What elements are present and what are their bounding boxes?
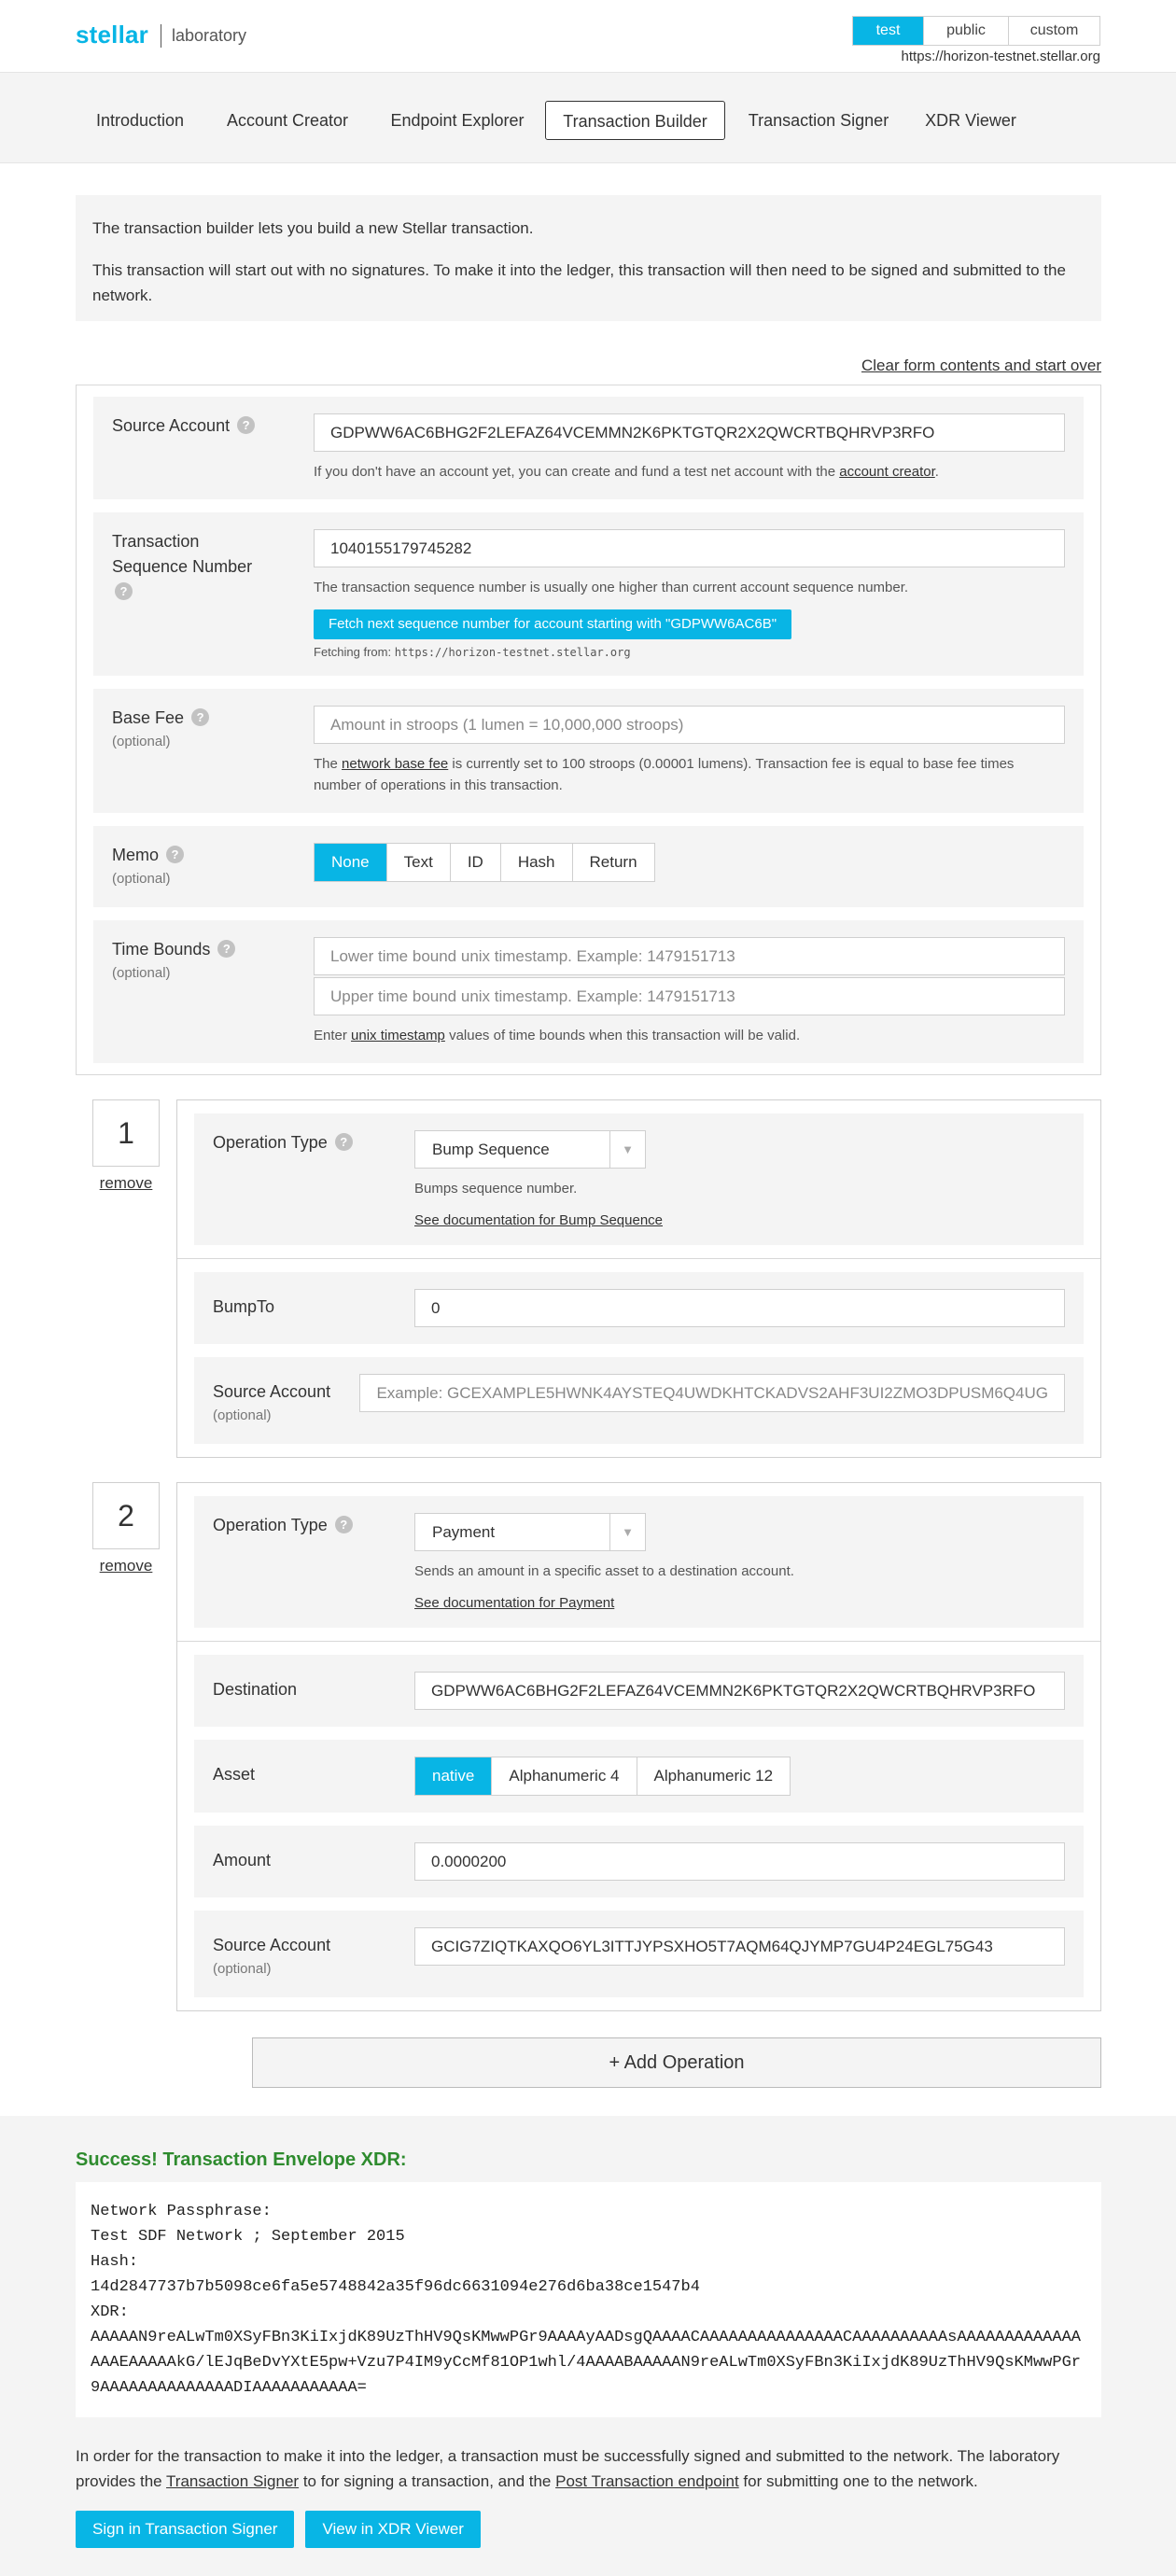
memo-return-button[interactable]: Return xyxy=(572,844,654,881)
optional-label: (optional) xyxy=(213,1961,272,1977)
bump-to-label: BumpTo xyxy=(213,1297,275,1316)
nav-endpoint-explorer[interactable]: Endpoint Explorer xyxy=(390,111,525,130)
operation-type-description: Bumps sequence number. xyxy=(414,1181,578,1197)
op-source-account-row xyxy=(194,1357,1084,1444)
destination-label: Destination xyxy=(213,1680,298,1699)
network-selector xyxy=(852,16,1100,46)
add-operation-button[interactable]: + Add Operation xyxy=(252,2037,1101,2088)
transaction-form xyxy=(76,385,1101,1075)
network-custom-button[interactable]: custom xyxy=(1008,17,1099,45)
operation-doc-link[interactable]: See documentation for Payment xyxy=(414,1595,615,1611)
amount-label: Amount xyxy=(213,1851,272,1869)
top-bar xyxy=(0,0,1176,73)
base-fee-row xyxy=(93,689,1084,813)
passphrase-label: Network Passphrase: xyxy=(91,2203,272,2220)
main-nav xyxy=(0,73,1176,163)
operation-number: 1 xyxy=(92,1099,160,1167)
sign-in-transaction-signer-button[interactable]: Sign in Transaction Signer xyxy=(76,2511,294,2548)
nav-account-creator[interactable]: Account Creator xyxy=(226,111,349,130)
optional-label: (optional) xyxy=(112,871,171,887)
help-icon[interactable]: ? xyxy=(335,1516,353,1533)
operation-type-select[interactable]: Bump Sequence ▼ xyxy=(414,1130,646,1169)
asset-label: Asset xyxy=(213,1765,256,1784)
operation-type-row xyxy=(194,1113,1084,1245)
result-title: Success! Transaction Envelope XDR: xyxy=(76,2149,407,2170)
fetch-sequence-button[interactable]: Fetch next sequence number for account starting with "GDPWW6AC6B" xyxy=(314,609,791,639)
help-icon[interactable]: ? xyxy=(237,416,255,434)
sequence-row xyxy=(93,512,1084,676)
bump-to-row xyxy=(194,1272,1084,1344)
operation-doc-link[interactable]: See documentation for Bump Sequence xyxy=(414,1212,664,1228)
account-creator-link[interactable]: account creator xyxy=(839,464,935,480)
operation-2 xyxy=(76,1482,1101,2011)
passphrase-value: Test SDF Network ; September 2015 xyxy=(91,2228,405,2246)
network-test-button[interactable]: test xyxy=(853,17,923,45)
laboratory-label: laboratory xyxy=(172,26,247,45)
time-bounds-help: Enter unix timestamp values of time bounds when this transaction will be valid. xyxy=(314,1028,801,1043)
source-account-label: Source Account xyxy=(112,416,231,435)
lower-time-bound-input[interactable]: Lower time bound unix timestamp. Example: 1479151713 xyxy=(314,937,1065,975)
operation-type-row xyxy=(194,1496,1084,1628)
transaction-signer-link[interactable]: Transaction Signer xyxy=(166,2472,300,2490)
base-fee-label: Base Fee xyxy=(112,708,185,727)
op-source-account-label: Source Account xyxy=(213,1382,331,1401)
bump-to-input[interactable]: 0 xyxy=(414,1289,1065,1327)
remove-operation-link[interactable]: remove xyxy=(99,1174,153,1192)
operation-type-description: Sends an amount in a specific asset to a destination account. xyxy=(414,1563,794,1579)
operation-1 xyxy=(76,1099,1101,1458)
sequence-help: The transaction sequence number is usually one higher than current account sequence number. xyxy=(314,580,909,595)
source-account-input[interactable]: GDPWW6AC6BHG2F2LEFAZ64VCEMMN2K6PKTGTQR2X2QWCRTBQHRVP3RFO xyxy=(314,413,1065,452)
destination-row xyxy=(194,1655,1084,1727)
source-account-row xyxy=(93,397,1084,499)
network-url: https://horizon-testnet.stellar.org xyxy=(901,49,1100,64)
network-base-fee-link[interactable]: network base fee xyxy=(342,756,449,772)
xdr-value: AAAAAN9reALwTm0XSyFBn3KiIxjdK89UzThHV9QsKMwwPGr9AAAAyAADsgQAAAACAAAAAAAAAAAAAAACAAAAAAAAAAsAAAAAAAAAAAAAAAAEAAAAAkG/lEJqBeDvYXtE5pw+Vzu7P4IM9yCcMf81OP1whl/4AAAABAAAAAN9reALwTm0XSyFBn3KiIxjdK89UzThHV9QsKMwwPGr9AAAAAAAAAAAAAADIAAAAAAAAAAA= xyxy=(91,2329,1081,2397)
memo-type-selector xyxy=(314,843,655,882)
help-icon[interactable]: ? xyxy=(166,846,184,863)
memo-none-button[interactable]: None xyxy=(315,844,386,881)
operation-type-label: Operation Type xyxy=(213,1133,328,1152)
fetch-source-note: Fetching from: https://horizon-testnet.stellar.org xyxy=(314,645,631,659)
intro-text-1: The transaction builder lets you build a new Stellar transaction. xyxy=(92,219,534,237)
memo-hash-button[interactable]: Hash xyxy=(500,844,572,881)
nav-transaction-builder[interactable]: Transaction Builder xyxy=(545,101,725,140)
nav-introduction[interactable]: Introduction xyxy=(95,111,185,130)
hash-value: 14d2847737b7b5098ce6fa5e5748842a35f96dc6631094e276d6ba38ce1547b4 xyxy=(91,2278,700,2296)
intro-panel xyxy=(76,195,1101,321)
base-fee-help: The network base fee is currently set to 100 stroops (0.00001 lumens). Transaction fee is equal to base fee times number of operations in this transaction. xyxy=(314,756,1015,793)
upper-time-bound-input[interactable]: Upper time bound unix timestamp. Example: 1479151713 xyxy=(314,977,1065,1015)
xdr-output[interactable] xyxy=(76,2182,1101,2417)
memo-row xyxy=(93,826,1084,907)
asset-type-selector xyxy=(414,1757,791,1796)
operation-type-label: Operation Type xyxy=(213,1516,328,1534)
op-source-account-input[interactable]: Example: GCEXAMPLE5HWNK4AYSTEQ4UWDKHTCKADVS2AHF3UI2ZMO3DPUSM6Q4UG xyxy=(359,1374,1065,1412)
chevron-down-icon: ▼ xyxy=(609,1514,645,1550)
base-fee-input[interactable]: Amount in stroops (1 lumen = 10,000,000 stroops) xyxy=(314,706,1065,744)
op-source-account-input[interactable]: GCIG7ZIQTKAXQO6YL3ITTJYPSXHO5T7AQM64QJYMP7GU4P24EGL75G43 xyxy=(414,1927,1065,1966)
memo-label: Memo xyxy=(112,846,160,864)
amount-row xyxy=(194,1826,1084,1897)
optional-label: (optional) xyxy=(112,734,171,749)
memo-text-button[interactable]: Text xyxy=(386,844,450,881)
result-explanation: In order for the transaction to make it into the ledger, a transaction must be successfully signed and submitted to the network. The laboratory provides the Transaction Signer to for signing a transaction, and the Post Transaction endpoint for submitting one to the network. xyxy=(76,2447,1060,2490)
optional-label: (optional) xyxy=(112,965,171,981)
memo-id-button[interactable]: ID xyxy=(450,844,500,881)
unix-timestamp-link[interactable]: unix timestamp xyxy=(351,1028,445,1043)
operation-type-select[interactable]: Payment ▼ xyxy=(414,1513,646,1551)
asset-alphanumeric-12-button[interactable]: Alphanumeric 12 xyxy=(637,1757,791,1795)
sequence-label: Transaction Sequence Number xyxy=(112,532,253,576)
help-icon[interactable]: ? xyxy=(217,940,235,958)
asset-native-button[interactable]: native xyxy=(415,1757,491,1795)
destination-input[interactable]: GDPWW6AC6BHG2F2LEFAZ64VCEMMN2K6PKTGTQR2X2QWCRTBQHRVP3RFO xyxy=(414,1672,1065,1710)
result-section xyxy=(0,2116,1176,2576)
stellar-logo[interactable]: stellar xyxy=(76,21,149,49)
source-account-help: If you don't have an account yet, you can create and fund a test net account with the account creator. xyxy=(314,464,939,480)
sequence-input[interactable]: 1040155179745282 xyxy=(314,529,1065,567)
amount-input[interactable]: 0.0000200 xyxy=(414,1842,1065,1881)
hash-label: Hash: xyxy=(91,2253,139,2271)
optional-label: (optional) xyxy=(213,1407,272,1423)
clear-form-link[interactable]: Clear form contents and start over xyxy=(861,357,1101,374)
asset-alphanumeric-4-button[interactable]: Alphanumeric 4 xyxy=(491,1757,636,1795)
view-in-xdr-viewer-button[interactable]: View in XDR Viewer xyxy=(305,2511,481,2548)
op-source-account-label: Source Account xyxy=(213,1936,331,1954)
time-bounds-label: Time Bounds xyxy=(112,940,211,959)
help-icon[interactable]: ? xyxy=(191,708,209,726)
network-public-button[interactable]: public xyxy=(923,17,1008,45)
nav-transaction-signer[interactable]: Transaction Signer xyxy=(748,111,889,130)
remove-operation-link[interactable]: remove xyxy=(99,1557,153,1575)
time-bounds-row xyxy=(93,920,1084,1063)
nav-xdr-viewer[interactable]: XDR Viewer xyxy=(925,111,1016,130)
op-source-account-row xyxy=(194,1911,1084,1997)
help-icon[interactable]: ? xyxy=(115,582,133,600)
help-icon[interactable]: ? xyxy=(335,1133,353,1151)
post-transaction-endpoint-link[interactable]: Post Transaction endpoint xyxy=(555,2472,739,2490)
xdr-label: XDR: xyxy=(91,2303,129,2321)
intro-text-2: This transaction will start out with no signatures. To make it into the ledger, this transaction will then need to be signed and submitted to the network. xyxy=(92,261,1066,304)
operation-number: 2 xyxy=(92,1482,160,1549)
chevron-down-icon: ▼ xyxy=(609,1131,645,1168)
asset-row xyxy=(194,1740,1084,1813)
